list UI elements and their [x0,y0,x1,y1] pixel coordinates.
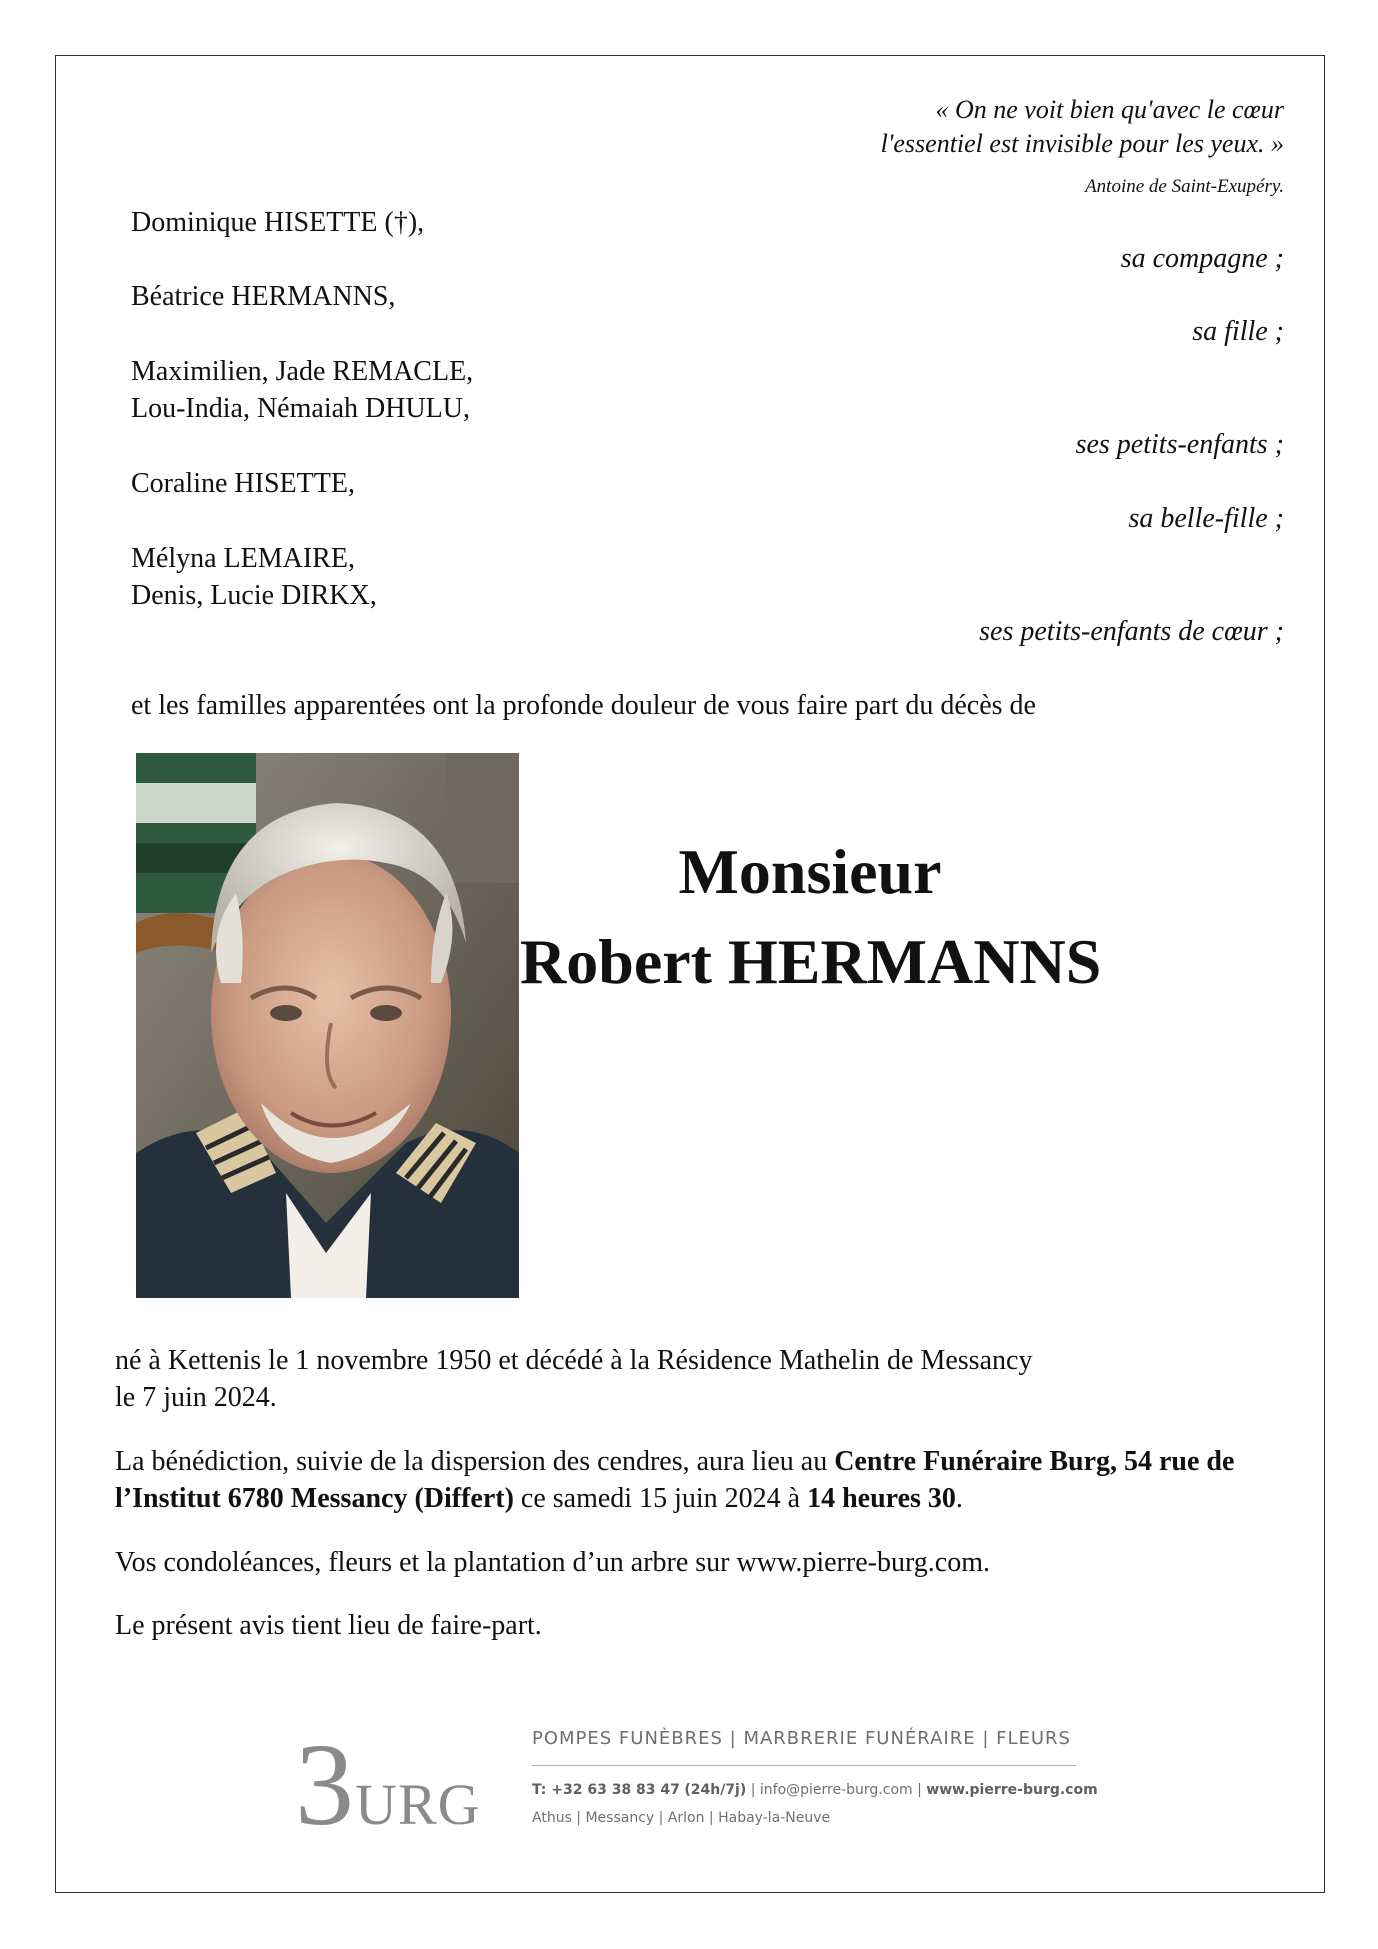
family-relation: sa fille ; [1192,316,1284,347]
quote-line-2: l'essentiel est invisible pour les yeux. » [880,129,1284,158]
birth-line-1: né à Kettenis le 1 novembre 1950 et décédé à la Résidence Mathelin de Messancy [115,1345,1033,1376]
ceremony-place: Centre Funéraire Burg, 54 rue de l’Institut 6780 Messancy (Differt) [115,1446,1235,1514]
contact-line [532,1782,1098,1798]
ceremony-end: . [955,1483,963,1514]
birth-death-text [115,1342,1285,1416]
condolences-text: Vos condoléances, fleurs et la plantation d’un arbre sur www.pierre-burg.com. [115,1547,990,1578]
phone-hours: (24h/7j) [684,1782,747,1798]
family-relation: ses petits-enfants ; [1075,429,1284,460]
logo-letter-b: 3 [295,1722,354,1832]
family-relation: sa belle-fille ; [1128,503,1284,534]
intro-text: et les familles apparentées ont la profonde douleur de vous faire part du décès de [131,690,1036,721]
portrait-photo [136,753,519,1298]
logo-letters: URG [355,1772,481,1832]
burg-logo [295,1722,485,1832]
phone-number: T: +32 63 38 83 47 [532,1782,680,1798]
locations-line: Athus | Messancy | Arlon | Habay-la-Neuve [532,1810,831,1826]
quote-line-1: « On ne voit bien qu'avec le cœur [935,95,1284,124]
family-name: Lou-India, Némaiah DHULU, [131,393,471,424]
family-name: Denis, Lucie DIRKX, [131,580,377,611]
family-name: Maximilien, Jade REMACLE, [131,356,474,387]
family-relation: ses petits-enfants de cœur ; [979,616,1284,647]
email-link[interactable]: | info@pierre-burg.com | [750,1782,922,1798]
family-name: Coraline HISETTE, [131,468,355,499]
quote-author: Antoine de Saint-Exupéry. [1085,176,1284,197]
ceremony-mid: ce samedi 15 juin 2024 à [513,1483,808,1514]
footer-divider [532,1765,1076,1766]
ceremony-text [115,1443,1285,1517]
ceremony-time: 14 heures 30 [807,1483,956,1514]
website-link[interactable]: www.pierre-burg.com [926,1782,1098,1798]
family-relation: sa compagne ; [1120,243,1284,274]
birth-line-2: le 7 juin 2024. [115,1382,277,1413]
notice-text: Le présent avis tient lieu de faire-part. [115,1610,542,1641]
deceased-name: Robert HERMANNS [520,926,1102,997]
family-name: Dominique HISETTE (†), [131,207,425,238]
deceased-title: Monsieur [678,836,942,907]
services-line: POMPES FUNÈBRES | MARBRERIE FUNÉRAIRE | FLEURS [532,1728,1071,1749]
family-name: Béatrice HERMANNS, [131,281,396,312]
ceremony-pre: La bénédiction, suivie de la dispersion des cendres, aura lieu au [115,1446,835,1477]
family-name: Mélyna LEMAIRE, [131,543,355,574]
